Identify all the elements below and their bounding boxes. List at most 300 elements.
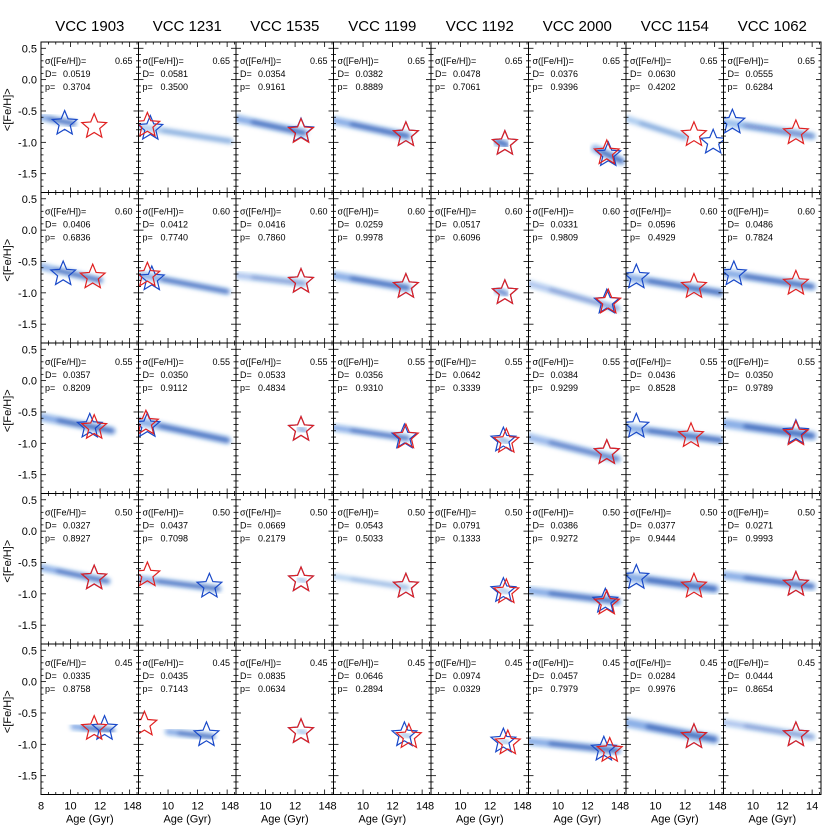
sigma-value: 0.55 bbox=[309, 357, 328, 367]
column-title: VCC 1231 bbox=[152, 18, 222, 35]
y-tick-label: -1.5 bbox=[18, 319, 37, 332]
sigma-value: 0.65 bbox=[602, 56, 620, 66]
panel bbox=[135, 193, 236, 344]
sigma-value: 0.65 bbox=[309, 56, 328, 66]
model-density bbox=[298, 579, 305, 582]
sigma-value: 0.65 bbox=[212, 56, 230, 66]
observed-star-marker bbox=[132, 711, 157, 735]
p-label: p= bbox=[630, 383, 641, 393]
sigma-label: σ([Fe/H])= bbox=[142, 357, 184, 367]
d-label: D= bbox=[630, 520, 642, 531]
d-value: 0.0335 bbox=[63, 671, 91, 681]
x-tick-label: 10 bbox=[356, 800, 370, 813]
y-tick-label: -1.5 bbox=[18, 469, 37, 482]
d-value: 0.0457 bbox=[550, 671, 579, 681]
p-label: p= bbox=[45, 383, 56, 393]
d-value: 0.0377 bbox=[648, 520, 676, 531]
sigma-label: σ([Fe/H])= bbox=[532, 658, 574, 668]
panel bbox=[529, 644, 627, 795]
sigma-value: 0.50 bbox=[309, 507, 328, 518]
model-band-core bbox=[161, 426, 227, 440]
p-value: 0.9272 bbox=[550, 533, 579, 544]
panel bbox=[431, 42, 529, 193]
p-label: p= bbox=[630, 82, 641, 92]
sigma-value: 0.60 bbox=[114, 206, 133, 217]
panel bbox=[529, 343, 627, 494]
x-tick-label: 12 bbox=[93, 800, 107, 813]
model-density bbox=[626, 119, 685, 138]
markers bbox=[132, 711, 219, 745]
panel bbox=[41, 193, 139, 344]
model-density bbox=[168, 732, 212, 737]
sigma-value: 0.45 bbox=[504, 658, 523, 668]
p-value: 0.9299 bbox=[550, 383, 579, 393]
p-value: 0.6836 bbox=[63, 232, 91, 243]
p-value: 0.7143 bbox=[160, 684, 189, 694]
d-label: D= bbox=[435, 520, 447, 531]
sigma-label: σ([Fe/H])= bbox=[45, 206, 87, 217]
p-value: 0.3500 bbox=[160, 82, 189, 92]
panel bbox=[134, 343, 236, 494]
x-tick-label: 8 bbox=[525, 800, 532, 813]
markers bbox=[682, 122, 726, 153]
d-value: 0.0642 bbox=[453, 370, 481, 380]
sigma-label: σ([Fe/H])= bbox=[630, 56, 672, 66]
p-label: p= bbox=[337, 232, 348, 243]
x-tick-label: 14 bbox=[415, 800, 429, 813]
d-label: D= bbox=[45, 69, 57, 79]
sigma-value: 0.50 bbox=[797, 507, 815, 518]
d-label: D= bbox=[240, 219, 252, 230]
x-axis-label: Age (Gyr) bbox=[65, 813, 114, 826]
p-value: 0.7061 bbox=[453, 82, 481, 92]
d-value: 0.0412 bbox=[160, 219, 189, 230]
d-label: D= bbox=[435, 69, 447, 79]
panel bbox=[334, 644, 432, 795]
sigma-label: σ([Fe/H])= bbox=[142, 206, 184, 217]
column-title: VCC 1903 bbox=[55, 18, 125, 35]
sigma-label: σ([Fe/H])= bbox=[240, 507, 282, 518]
panel bbox=[135, 494, 236, 645]
p-value: 0.3704 bbox=[63, 82, 91, 92]
y-tick-label: 0.5 bbox=[21, 344, 37, 357]
panel bbox=[431, 343, 529, 494]
panel bbox=[132, 644, 236, 795]
y-tick-label: -1.0 bbox=[18, 739, 37, 752]
p-value: 0.9976 bbox=[648, 684, 676, 694]
d-label: D= bbox=[45, 219, 57, 230]
d-value: 0.0596 bbox=[648, 219, 676, 230]
d-value: 0.0406 bbox=[63, 219, 91, 230]
sigma-value: 0.65 bbox=[504, 56, 523, 66]
model-band-core bbox=[499, 142, 507, 145]
observed-star-marker bbox=[682, 122, 707, 146]
p-label: p= bbox=[727, 82, 738, 92]
p-label: p= bbox=[142, 82, 153, 92]
p-value: 0.6284 bbox=[745, 82, 774, 92]
sigma-value: 0.50 bbox=[212, 507, 230, 518]
p-label: p= bbox=[532, 383, 543, 393]
sigma-label: σ([Fe/H])= bbox=[142, 507, 184, 518]
column-title: VCC 1199 bbox=[348, 18, 417, 35]
d-label: D= bbox=[240, 671, 252, 681]
panel bbox=[529, 42, 627, 193]
model-band-core bbox=[551, 443, 617, 459]
panel bbox=[334, 193, 432, 344]
p-label: p= bbox=[532, 533, 543, 544]
x-tick-label: 14 bbox=[610, 800, 624, 813]
model-density bbox=[724, 273, 813, 287]
x-tick-label: 10 bbox=[161, 800, 175, 813]
p-label: p= bbox=[532, 684, 543, 694]
x-tick-label: 10 bbox=[649, 800, 662, 813]
panel bbox=[724, 494, 822, 645]
sigma-label: σ([Fe/H])= bbox=[142, 56, 184, 66]
x-tick-label: 10 bbox=[259, 800, 272, 813]
x-tick-label: 10 bbox=[746, 800, 760, 813]
model-density bbox=[724, 122, 813, 136]
d-value: 0.0555 bbox=[745, 69, 774, 79]
p-value: 0.8889 bbox=[355, 82, 384, 92]
y-tick-label: -0.5 bbox=[18, 708, 37, 720]
sigma-label: σ([Fe/H])= bbox=[727, 206, 769, 217]
d-label: D= bbox=[45, 671, 57, 681]
p-label: p= bbox=[435, 383, 446, 393]
x-tick-label: 8 bbox=[232, 800, 240, 813]
sigma-label: σ([Fe/H])= bbox=[45, 507, 87, 518]
p-value: 0.0329 bbox=[453, 684, 481, 694]
column-title: VCC 1192 bbox=[445, 18, 514, 35]
d-value: 0.0444 bbox=[745, 671, 774, 681]
p-label: p= bbox=[240, 684, 251, 694]
x-tick-label: 8 bbox=[427, 800, 435, 813]
p-label: p= bbox=[435, 82, 446, 92]
model-band-core bbox=[300, 579, 306, 581]
sigma-value: 0.60 bbox=[504, 206, 523, 217]
d-value: 0.0354 bbox=[258, 69, 286, 79]
p-label: p= bbox=[142, 684, 153, 694]
x-axis-label: Age (Gyr) bbox=[748, 813, 797, 826]
d-label: D= bbox=[532, 671, 545, 681]
x-tick-label: 14 bbox=[513, 800, 526, 813]
d-label: D= bbox=[337, 671, 350, 681]
y-tick-label: -1.0 bbox=[18, 438, 37, 451]
d-label: D= bbox=[727, 69, 740, 79]
d-label: D= bbox=[630, 69, 642, 79]
d-value: 0.0382 bbox=[355, 69, 384, 79]
sigma-label: σ([Fe/H])= bbox=[435, 206, 477, 217]
p-label: p= bbox=[435, 684, 446, 694]
p-value: 0.1333 bbox=[453, 533, 481, 544]
p-label: p= bbox=[630, 232, 641, 243]
sigma-value: 0.60 bbox=[309, 206, 328, 217]
x-tick-label: 14 bbox=[220, 800, 234, 813]
d-label: D= bbox=[142, 69, 155, 79]
p-label: p= bbox=[435, 232, 446, 243]
p-value: 0.9789 bbox=[745, 383, 774, 393]
d-value: 0.0435 bbox=[160, 671, 189, 681]
sigma-label: σ([Fe/H])= bbox=[45, 658, 87, 668]
p-label: p= bbox=[727, 684, 738, 694]
sigma-value: 0.45 bbox=[212, 658, 230, 668]
column-titles bbox=[55, 18, 807, 35]
panel bbox=[624, 193, 724, 344]
x-tick-label: 12 bbox=[776, 800, 789, 813]
panel bbox=[720, 42, 821, 193]
d-label: D= bbox=[435, 671, 447, 681]
column-title: VCC 1062 bbox=[737, 18, 807, 35]
y-tick-label: 0.0 bbox=[21, 225, 37, 238]
d-value: 0.0669 bbox=[258, 520, 286, 531]
sigma-label: σ([Fe/H])= bbox=[532, 357, 574, 367]
sigma-label: σ([Fe/H])= bbox=[337, 357, 379, 367]
sigma-label: σ([Fe/H])= bbox=[727, 56, 769, 66]
p-value: 0.0634 bbox=[258, 684, 286, 694]
y-axis-label: <[Fe/H]> bbox=[2, 690, 14, 734]
sigma-label: σ([Fe/H])= bbox=[727, 507, 769, 518]
panel bbox=[529, 193, 627, 344]
p-value: 0.9396 bbox=[550, 82, 579, 92]
sigma-value: 0.45 bbox=[407, 658, 425, 668]
sigma-value: 0.55 bbox=[797, 357, 815, 367]
sigma-value: 0.55 bbox=[504, 357, 523, 367]
sigma-value: 0.50 bbox=[504, 507, 523, 518]
d-label: D= bbox=[532, 219, 545, 230]
sigma-value: 0.50 bbox=[114, 507, 133, 518]
p-value: 0.7740 bbox=[160, 232, 189, 243]
sigma-value: 0.45 bbox=[699, 658, 718, 668]
p-label: p= bbox=[532, 232, 543, 243]
p-label: p= bbox=[240, 82, 251, 92]
sigma-label: σ([Fe/H])= bbox=[630, 206, 672, 217]
sigma-label: σ([Fe/H])= bbox=[435, 357, 477, 367]
p-value: 0.4834 bbox=[258, 383, 286, 393]
x-axis-label: Age (Gyr) bbox=[553, 813, 602, 826]
model-density bbox=[74, 727, 112, 731]
y-tick-label: 0.0 bbox=[21, 526, 37, 539]
sigma-label: σ([Fe/H])= bbox=[240, 56, 282, 66]
panel bbox=[334, 343, 432, 494]
d-value: 0.0835 bbox=[258, 671, 286, 681]
sigma-label: σ([Fe/H])= bbox=[630, 507, 672, 518]
p-value: 0.6096 bbox=[453, 232, 481, 243]
x-tick-label: 8 bbox=[720, 800, 727, 813]
panel bbox=[721, 193, 821, 344]
d-label: D= bbox=[142, 520, 155, 531]
p-label: p= bbox=[240, 232, 251, 243]
p-value: 0.8654 bbox=[745, 684, 774, 694]
column-title: VCC 2000 bbox=[542, 18, 612, 35]
d-value: 0.0386 bbox=[550, 520, 579, 531]
sigma-value: 0.45 bbox=[602, 658, 620, 668]
y-tick-label: -1.5 bbox=[18, 620, 37, 633]
p-value: 0.7979 bbox=[550, 684, 579, 694]
model-band-core bbox=[300, 429, 306, 431]
panel bbox=[236, 343, 334, 494]
y-tick-label: 0.0 bbox=[21, 676, 37, 689]
panel-grid bbox=[41, 42, 821, 795]
d-value: 0.0350 bbox=[160, 370, 189, 380]
x-tick-label: 12 bbox=[678, 800, 692, 813]
panel bbox=[41, 42, 139, 193]
panel bbox=[334, 494, 432, 645]
model-band-core bbox=[502, 741, 508, 743]
panel bbox=[431, 644, 529, 795]
d-value: 0.0478 bbox=[453, 69, 481, 79]
p-value: 0.9112 bbox=[160, 383, 188, 393]
sigma-label: σ([Fe/H])= bbox=[630, 357, 672, 367]
p-value: 0.9161 bbox=[258, 82, 286, 92]
p-label: p= bbox=[337, 533, 348, 544]
p-value: 0.5033 bbox=[355, 533, 384, 544]
p-label: p= bbox=[337, 383, 348, 393]
model-band-core bbox=[56, 270, 100, 280]
y-tick-label: 0.5 bbox=[21, 193, 37, 206]
d-value: 0.0437 bbox=[160, 520, 189, 531]
x-axis-label: Age (Gyr) bbox=[650, 813, 699, 826]
d-label: D= bbox=[142, 219, 155, 230]
p-value: 0.9993 bbox=[745, 533, 774, 544]
y-axis-label: <[Fe/H]> bbox=[2, 539, 14, 583]
sigma-label: σ([Fe/H])= bbox=[435, 658, 477, 668]
x-tick-label: 8 bbox=[330, 800, 337, 813]
column-title: VCC 1535 bbox=[250, 18, 320, 35]
d-value: 0.0357 bbox=[63, 370, 91, 380]
p-label: p= bbox=[630, 533, 641, 544]
sigma-value: 0.50 bbox=[602, 507, 620, 518]
sigma-label: σ([Fe/H])= bbox=[337, 658, 379, 668]
model-density bbox=[401, 734, 410, 737]
sigma-label: σ([Fe/H])= bbox=[45, 357, 87, 367]
p-label: p= bbox=[532, 82, 543, 92]
p-label: p= bbox=[45, 82, 56, 92]
sigma-label: σ([Fe/H])= bbox=[337, 206, 379, 217]
x-tick-label: 10 bbox=[64, 800, 77, 813]
sigma-value: 0.65 bbox=[114, 56, 133, 66]
p-label: p= bbox=[727, 232, 738, 243]
x-axis-label: Age (Gyr) bbox=[358, 813, 407, 826]
model-density bbox=[724, 575, 813, 586]
x-tick-label: 12 bbox=[191, 800, 204, 813]
p-label: p= bbox=[727, 533, 738, 544]
y-tick-label: -1.0 bbox=[18, 137, 37, 150]
sigma-label: σ([Fe/H])= bbox=[727, 658, 769, 668]
x-tick-label: 14 bbox=[708, 800, 721, 813]
d-value: 0.0486 bbox=[745, 219, 774, 230]
y-axis-label: <[Fe/H]> bbox=[2, 88, 14, 132]
x-axis-label: Age (Gyr) bbox=[163, 813, 212, 826]
sigma-label: σ([Fe/H])= bbox=[532, 56, 574, 66]
d-label: D= bbox=[532, 520, 545, 531]
y-tick-label: 0.5 bbox=[21, 645, 37, 658]
model-density bbox=[41, 567, 107, 581]
sigma-label: σ([Fe/H])= bbox=[532, 507, 574, 518]
y-tick-label: -0.5 bbox=[18, 106, 37, 118]
sigma-value: 0.55 bbox=[212, 357, 230, 367]
d-value: 0.0284 bbox=[648, 671, 676, 681]
sigma-label: σ([Fe/H])= bbox=[45, 56, 87, 66]
p-value: 0.9809 bbox=[550, 232, 579, 243]
y-tick-label: -1.5 bbox=[18, 168, 37, 181]
p-value: 0.8209 bbox=[63, 383, 91, 393]
y-tick-label: -1.5 bbox=[18, 770, 37, 783]
panel bbox=[135, 42, 236, 193]
model-band-core bbox=[746, 726, 812, 737]
d-value: 0.0259 bbox=[355, 219, 384, 230]
model-density bbox=[41, 117, 74, 123]
d-value: 0.0630 bbox=[648, 69, 676, 79]
p-label: p= bbox=[435, 533, 446, 544]
sigma-value: 0.55 bbox=[114, 357, 133, 367]
d-label: D= bbox=[240, 520, 252, 531]
model-density bbox=[500, 741, 507, 744]
x-tick-label: 8 bbox=[37, 800, 45, 813]
d-value: 0.0519 bbox=[63, 69, 91, 79]
p-value: 0.8927 bbox=[63, 533, 91, 544]
d-value: 0.0533 bbox=[258, 370, 286, 380]
d-value: 0.0416 bbox=[258, 219, 286, 230]
panel bbox=[431, 494, 529, 645]
x-tick-label: 12 bbox=[288, 800, 302, 813]
sigma-value: 0.65 bbox=[407, 56, 425, 66]
y-tick-label: -0.5 bbox=[18, 407, 37, 419]
d-label: D= bbox=[532, 370, 545, 380]
p-label: p= bbox=[142, 533, 153, 544]
sigma-value: 0.55 bbox=[602, 357, 620, 367]
panel bbox=[624, 494, 724, 645]
x-tick-label: 12 bbox=[483, 800, 497, 813]
model-band-core bbox=[300, 731, 306, 733]
x-tick-label: 10 bbox=[454, 800, 467, 813]
d-label: D= bbox=[142, 370, 155, 380]
model-density bbox=[334, 275, 408, 288]
model-band-core bbox=[164, 131, 230, 141]
d-label: D= bbox=[532, 69, 545, 79]
panel bbox=[41, 494, 139, 645]
p-label: p= bbox=[240, 533, 251, 544]
column-title: VCC 1154 bbox=[640, 18, 709, 35]
d-label: D= bbox=[630, 671, 642, 681]
panel bbox=[431, 193, 529, 344]
panel bbox=[626, 644, 724, 795]
y-tick-label: -1.0 bbox=[18, 287, 37, 300]
p-value: 0.8528 bbox=[648, 383, 676, 393]
sigma-value: 0.65 bbox=[797, 56, 815, 66]
d-value: 0.0350 bbox=[745, 370, 774, 380]
y-tick-label: -0.5 bbox=[18, 256, 37, 269]
p-label: p= bbox=[45, 684, 56, 694]
x-tick-label: 14 bbox=[123, 800, 136, 813]
d-label: D= bbox=[630, 219, 642, 230]
d-label: D= bbox=[435, 370, 447, 380]
p-value: 0.7860 bbox=[258, 232, 286, 243]
sigma-value: 0.45 bbox=[114, 658, 133, 668]
sigma-label: σ([Fe/H])= bbox=[630, 658, 672, 668]
panel bbox=[724, 644, 822, 795]
d-label: D= bbox=[727, 671, 740, 681]
d-value: 0.0791 bbox=[453, 520, 481, 531]
p-value: 0.9444 bbox=[648, 533, 676, 544]
d-value: 0.0331 bbox=[550, 219, 579, 230]
sigma-value: 0.60 bbox=[797, 206, 815, 217]
model-density bbox=[499, 439, 508, 442]
model-band-core bbox=[641, 123, 685, 137]
sigma-value: 0.60 bbox=[602, 206, 620, 217]
d-value: 0.0271 bbox=[745, 520, 774, 531]
d-label: D= bbox=[240, 370, 252, 380]
sigma-value: 0.55 bbox=[407, 357, 425, 367]
x-tick-label: 14 bbox=[805, 800, 819, 813]
